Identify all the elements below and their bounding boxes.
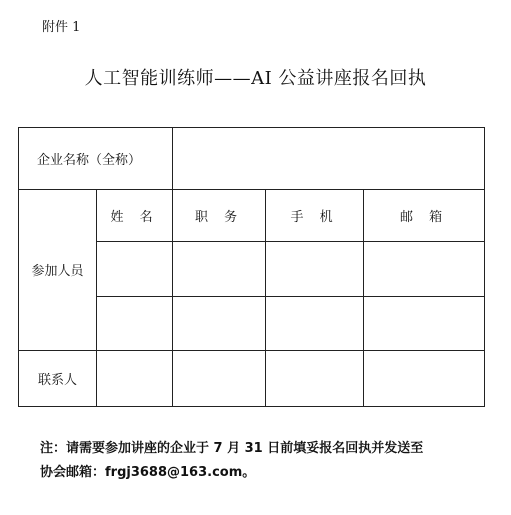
participant-position-cell[interactable] (173, 296, 266, 350)
contact-position-cell[interactable] (173, 350, 266, 406)
participants-label: 参加人员 (19, 190, 97, 351)
contact-row (19, 350, 485, 406)
attachment-label: 附件 1 (42, 20, 81, 35)
column-header-name: 姓 名 (97, 190, 173, 242)
participant-email-cell[interactable] (364, 242, 485, 296)
participant-position-cell[interactable] (173, 242, 266, 296)
company-name-label: 企业名称（全称） (19, 128, 173, 190)
column-header-phone: 手 机 (266, 190, 364, 242)
company-name-cell[interactable] (173, 128, 485, 190)
contact-phone-cell[interactable] (266, 350, 364, 406)
participant-email-cell[interactable] (364, 296, 485, 350)
participant-name-cell[interactable] (97, 242, 173, 296)
note-line-1: 注：请需要参加讲座的企业于 7 月 31 日前填妥报名回执并发送至 (40, 441, 424, 456)
note-line-2: 协会邮箱：frgj3688@163.com。 (40, 465, 256, 480)
registration-form-table (18, 127, 485, 407)
participants-header-row (19, 190, 485, 242)
contact-email-cell[interactable] (364, 350, 485, 406)
column-header-position: 职 务 (173, 190, 266, 242)
participant-phone-cell[interactable] (266, 242, 364, 296)
contact-name-cell[interactable] (97, 350, 173, 406)
participant-name-cell[interactable] (97, 296, 173, 350)
contact-label: 联系人 (19, 350, 97, 406)
participant-phone-cell[interactable] (266, 296, 364, 350)
company-row (19, 128, 485, 190)
submission-note (40, 437, 480, 485)
page-title: 人工智能训练师——AI 公益讲座报名回执 (84, 68, 427, 89)
column-header-email: 邮 箱 (364, 190, 485, 242)
